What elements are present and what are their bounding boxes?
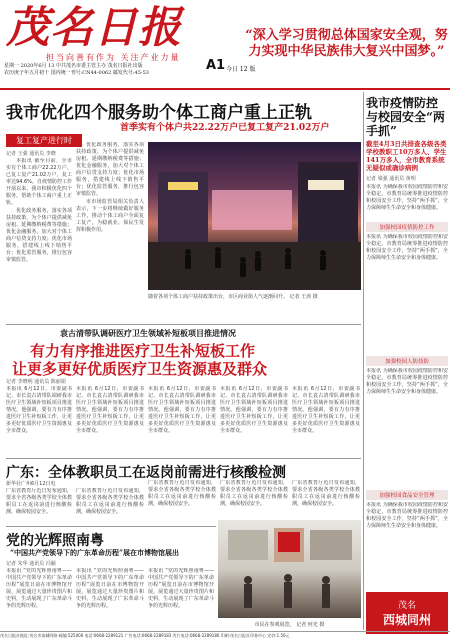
lead-photo-caption [148,293,361,300]
right-column-body: 本报讯 为确保我市校园疫情防控和安全稳定，市教育局统筹推进疫情防控和校园安全工作，坚持“两手抓”，全力保障师生生命安全和身体健康。 [366,184,448,211]
lead-byline: 记者 王强 通讯员 李晓 [6,151,56,157]
story4-subheadline: “中国共产党领导下的广东革命历程”展在市博物馆展出 [10,548,180,557]
lead-paragraph: 优化政务服务，落实各项扶持政策，为个体户提供减免房租、延期缴纳税费等措施；优化金融服务，加大对个体工商户信贷支持力度；优化市场服务，搭建线上线下销售平台；优化监管服务，推行包容审慎监管。 [76,142,144,197]
story2-pre-headline: 袁古清带队调研医疗卫生领域补短板项目推进情况 [60,328,236,338]
story2-headline-b: 让更多更好优质医疗卫生资源惠及群众 [12,360,268,378]
story4-photo [218,520,361,618]
lead-photo [148,142,361,290]
story3-body: 广东省教育厅近日发布通知，要求全省各级各类学校全体教职员工在返岗前进行核酸检测，确保校园安全。 [292,480,360,507]
lead-paragraph: 优化政务服务，落实各项扶持政策，为个体户提供减免房租、延期缴纳税费等措施；优化金融服务，加大对个体工商户信贷支持力度；优化市场服务，搭建线上线下销售平台；优化监管服务，推行包容审慎监管。 [6,208,72,263]
story4-body: 本报讯 “党的光辉照南粤——中国共产党领导下的广东革命历程”展览日前在市博物馆开展，展览通过大量珍贵图片和史料，生动展现了广东革命斗争的光辉历程。 [76,568,144,609]
story2-body: 本报讯 6月12日，市委副书记、市长袁古清带队调研我市医疗卫生领域补短板项目推进情况。他强调，要有力有序推进医疗卫生补短板工作，让更多更好优质医疗卫生资源惠及全市群众。 [76,386,144,434]
right-column-body-3: 本报讯 为确保我市校园疫情防控和安全稳定，市教育局统筹推进疫情防控和校园安全工作，坚持“两手抓”，全力保障师生生命安全和身体健康。 [366,368,448,395]
advertisement [366,592,448,634]
exhibition-image [218,520,361,618]
lead-body-col2 [76,142,144,320]
newspaper-logo: 茂名日报 [6,3,182,53]
page-number: A1 [206,58,226,73]
story-divider [6,324,361,325]
section-tag: 复工复产进行时 [6,134,82,147]
story4-byline: 记者 朱华 通讯员 冯颖 [6,561,56,567]
story-divider [6,458,361,459]
story3-body: 广东省教育厅近日发布通知，要求全省各级各类学校全体教职员工在返岗前进行核酸检测，确保校园安全。 [6,488,72,515]
right-column-section-3: 加强校园食品安全管理 [366,490,448,500]
lead-paragraph: 本报讯 截至目前，全市实有个体工商户22.22万户，已复工复产21.02万户，复工率达94.6%。自疫情防控工作开展以来，我市积极优化四个服务，帮助个体工商户重上正轨。 [6,158,72,206]
masthead [0,0,450,92]
caption-text: 随着各项个体工商户扶持政策出台，市区商业街人气逐渐回升。 [148,294,289,300]
right-column-subtitle: 截至4月3日共排查各级各类学校教职工10万多人、学生141万多人，全市教育系统无疑似或确诊病例 [366,140,447,172]
story2-body: 本报讯 6月12日，市委副书记、市长袁古清带队调研我市医疗卫生领域补短板项目推进情况。他强调，要有力有序推进医疗卫生补短板工作，让更多更好优质医疗卫生资源惠及全市群众。 [6,386,72,434]
right-column [366,96,448,562]
street-scene-image [148,142,361,290]
story2-body: 本报讯 6月12日，市委副书记、市长袁古清带队调研我市医疗卫生领域补短板项目推进情况。他强调，要有力有序推进医疗卫生补短板工作，让更多更好优质医疗卫生资源惠及全市群众。 [292,386,360,434]
footer: 茂名日报社地址:茂名市油城四路 邮编:525000 电话:0668-2289121 广告电话:0668-2289183 发行电话:0668-2289180 印刷:茂名日报社印务中心 定价:1.50元 [0,631,450,641]
masthead-meta [4,63,222,76]
story2-byline: 记者 李晓明 通讯员 陈丽娟 [6,379,66,385]
column-divider [363,92,364,630]
story4-headline: 党的光辉照南粤 [6,533,104,549]
masthead-slogan: 担当向善有作为 关注产业力量 [46,53,181,62]
story4-body: 本报讯 “党的光辉照南粤——中国共产党领导下的广东革命历程”展览日前在市博物馆开展，展览通过大量珍贵图片和史料，生动展现了广东革命斗争的光辉历程。 [6,568,72,609]
photo-credit: 记者 王涛 摄 [289,294,318,300]
meta-line-1: 星期一 2020年6月 13 中共茂名市委主管主办 茂名日报社出版 [4,63,143,69]
lead-body-col1 [6,158,72,320]
story3-body: 广东省教育厅近日发布通知，要求全省各级各类学校全体教职员工在返岗前进行核酸检测，确保校园安全。 [220,480,288,507]
right-column-section: 加强校园疫情防控工作 [366,222,448,232]
ad-line-1: 茂名 [397,601,416,611]
story4-body: 本报讯 “党的光辉照南粤——中国共产党领导下的广东革命历程”展览日前在市博物馆开展，展览通过大量珍贵图片和史料，生动展现了广东革命斗争的光辉历程。 [148,568,214,609]
lead-headline: 我市优化四个服务助个体工商户重上正轨 [6,103,312,123]
story4-photo-caption: 市民在参观展览。 记者 何光 摄 [254,622,325,628]
ad-line-2: 西城同州 [382,613,431,627]
quote-banner: “深入学习贯彻总体国家安全观，努力实现中华民族伟大复兴中国梦。” [245,28,448,59]
story3-byline: 新华社广州6月12日电 [6,481,56,487]
right-column-title: 我市疫情防控与校园安全“两手抓” [366,96,445,138]
page-count: 今日 12 版 [226,66,256,73]
story2-body: 本报讯 6月12日，市委副书记、市长袁古清带队调研我市医疗卫生领域补短板项目推进情况。他强调，要有力有序推进医疗卫生补短板工作，让更多更好优质医疗卫生资源惠及全市群众。 [220,386,288,434]
right-column-body-4: 本报讯 为确保我市校园疫情防控和安全稳定，市教育局统筹推进疫情防控和校园安全工作，坚持“两手抓”，全力保障师生生命安全和身体健康。 [366,502,448,529]
right-column-byline: 记者 梁强 通讯员 黄明 [366,176,416,182]
meta-line-2: 农历庚子年五月初十 国内统一刊号:CN44-0062 邮发代号:45-53 [4,69,149,76]
story3-headline: 广东：全体教职员工在返岗前需进行核酸检测 [6,465,286,481]
lead-paragraph: 市市场监管局相关负责人表示，下一步将继续做好服务工作，推动个体工商户全面复工复产，为稳就业、保民生发挥积极作用。 [76,199,144,233]
right-column-section-2: 加强校园人防技防 [366,356,448,366]
right-column-body-2: 本报讯 为确保我市校园疫情防控和安全稳定，市教育局统筹推进疫情防控和校园安全工作，坚持“两手抓”，全力保障师生生命安全和身体健康。 [366,234,448,261]
story2-body: 本报讯 6月12日，市委副书记、市长袁古清带队调研我市医疗卫生领域补短板项目推进情况。他强调，要有力有序推进医疗卫生补短板工作，让更多更好优质医疗卫生资源惠及全市群众。 [148,386,216,434]
story3-body: 广东省教育厅近日发布通知，要求全省各级各类学校全体教职员工在返岗前进行核酸检测，确保校园安全。 [148,480,216,507]
story3-body: 广东省教育厅近日发布通知，要求全省各级各类学校全体教职员工在返岗前进行核酸检测，确保校园安全。 [76,488,144,515]
lead-subheadline: 首季实有个体户共22.22万户已复工复产21.02万户 [120,123,330,133]
story2-headline-a: 有力有序推进医疗卫生补短板工作 [30,342,256,360]
story-divider [6,526,216,527]
masthead-rule [0,88,450,90]
